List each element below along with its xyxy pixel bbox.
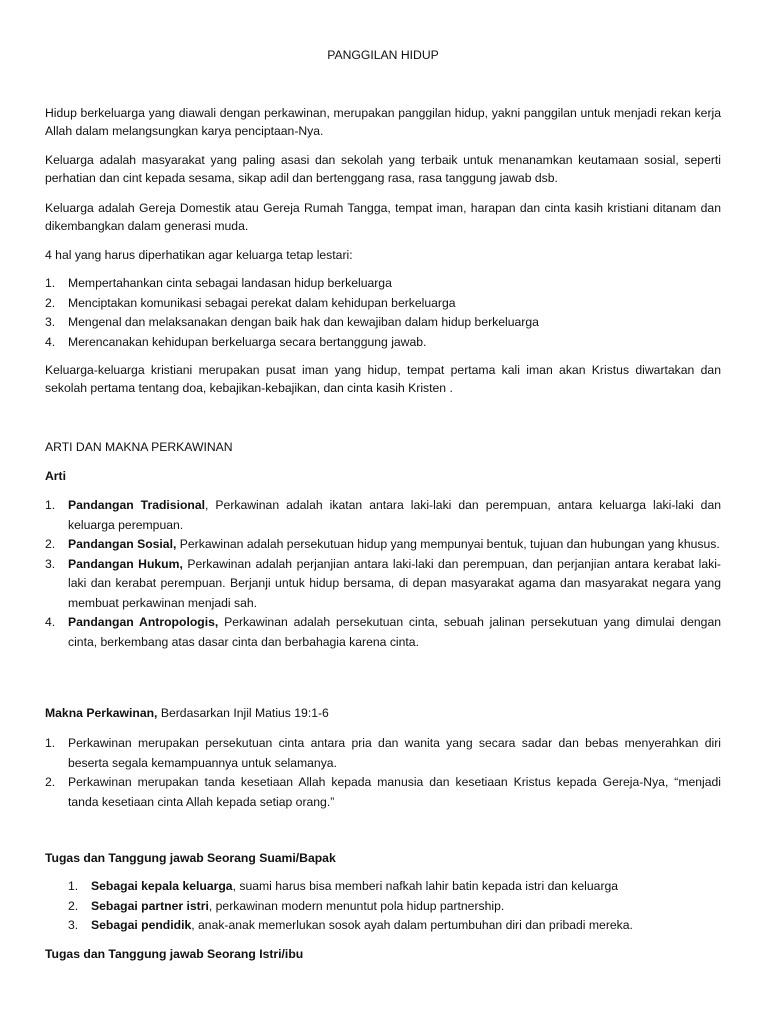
list-item: 1. Pandangan Tradisional, Perkawinan adalah ikatan antara laki-laki dan perempuan, antara keluarga laki-laki dan keluarga perempuan. [45, 498, 721, 532]
list-item: 4. Pandangan Antropologis, Perkawinan adalah persekutuan cinta, sebuah jalinan persekutuan yang dimulai dengan cinta, berkembang atas dasar cinta dan berbahagia karena cinta. [45, 615, 721, 649]
intro-paragraph-3: Keluarga adalah Gereja Domestik atau Gereja Rumah Tangga, tempat iman, harapan dan cinta kasih kristiani ditanam dan dikembangkan dalam generasi muda. [45, 201, 721, 233]
suami-heading: Tugas dan Tanggung jawab Seorang Suami/Bapak [45, 851, 336, 865]
makna-list [45, 734, 721, 812]
closing-paragraph: Keluarga-keluarga kristiani merupakan pusat iman yang hidup, tempat pertama kali iman akan Kristus diwartakan dan sekolah pertama tentang doa, kebajikan-kebajikan, dan cinta kasih Kristen . [45, 363, 721, 395]
suami-list [45, 877, 721, 936]
list-item: 3. Sebagai pendidik, anak-anak memerlukan sosok ayah dalam pertumbuhan diri dan pribadi mereka. [68, 918, 633, 932]
list-item: 3. Mengenal dan melaksanakan dengan baik hak dan kewajiban dalam hidup berkeluarga [45, 315, 539, 329]
arti-label: Arti [45, 469, 66, 483]
list-item: 2. Pandangan Sosial, Perkawinan adalah persekutuan hidup yang mempunyai bentuk, tujuan dan hubungan yang khusus. [45, 537, 720, 551]
list-item: 2. Perkawinan merupakan tanda kesetiaan Allah kepada manusia dan kesetiaan Kristus kepada Gereja-Nya, “menjadi tanda kesetiaan cinta Allah kepada setiap orang.” [45, 775, 721, 809]
section-heading-arti: ARTI DAN MAKNA PERKAWINAN [45, 440, 233, 454]
lestari-intro: 4 hal yang harus diperhatikan agar keluarga tetap lestari: [45, 248, 353, 262]
list-item: 3. Pandangan Hukum, Perkawinan adalah perjanjian antara laki-laki dan perempuan, dan perjanjian antara kerabat laki-laki dan kerabat perempuan. Berjanji untuk hidup bersama, di depan masyarakat agama dan masyarakat negara yang membuat perkawinan menjadi sah. [45, 556, 721, 610]
intro-paragraph-2: Keluarga adalah masyarakat yang paling asasi dan sekolah yang terbaik untuk menanamkan keutamaan sosial, seperti perhatian dan cint kepada sesama, sikap adil dan bertenggang rasa, rasa tanggung jawab dsb. [45, 153, 721, 185]
intro-paragraph-1: Hidup berkeluarga yang diawali dengan perkawinan, merupakan panggilan hidup, yakni panggilan untuk menjadi rekan kerja Allah dalam melangsungkan karya penciptaan-Nya. [45, 106, 721, 138]
list-item: 4. Merencanakan kehidupan berkeluarga secara bertanggung jawab. [45, 334, 427, 349]
istri-heading: Tugas dan Tanggung jawab Seorang Istri/ibu [45, 947, 304, 961]
list-item: 1. Mempertahankan cinta sebagai landasan hidup berkeluarga [45, 276, 392, 290]
document-title: PANGGILAN HIDUP [327, 48, 439, 62]
list-item: 2. Sebagai partner istri, perkawinan modern menuntut pola hidup partnership. [68, 898, 505, 913]
list-item: 1. Perkawinan merupakan persekutuan cinta antara pria dan wanita yang secara sadar dan bebas menyerahkan diri beserta segala kemampuannya untuk selamanya. [45, 736, 721, 770]
list-item: 1. Sebagai kepala keluarga, suami harus bisa memberi nafkah lahir batin kepada istri dan keluarga [68, 879, 619, 893]
arti-list [45, 496, 721, 652]
lestari-list [45, 274, 721, 352]
list-item: 2. Menciptakan komunikasi sebagai perekat dalam kehidupan berkeluarga [45, 295, 456, 310]
makna-heading: Makna Perkawinan, Berdasarkan Injil Matius 19:1-6 [45, 706, 329, 720]
